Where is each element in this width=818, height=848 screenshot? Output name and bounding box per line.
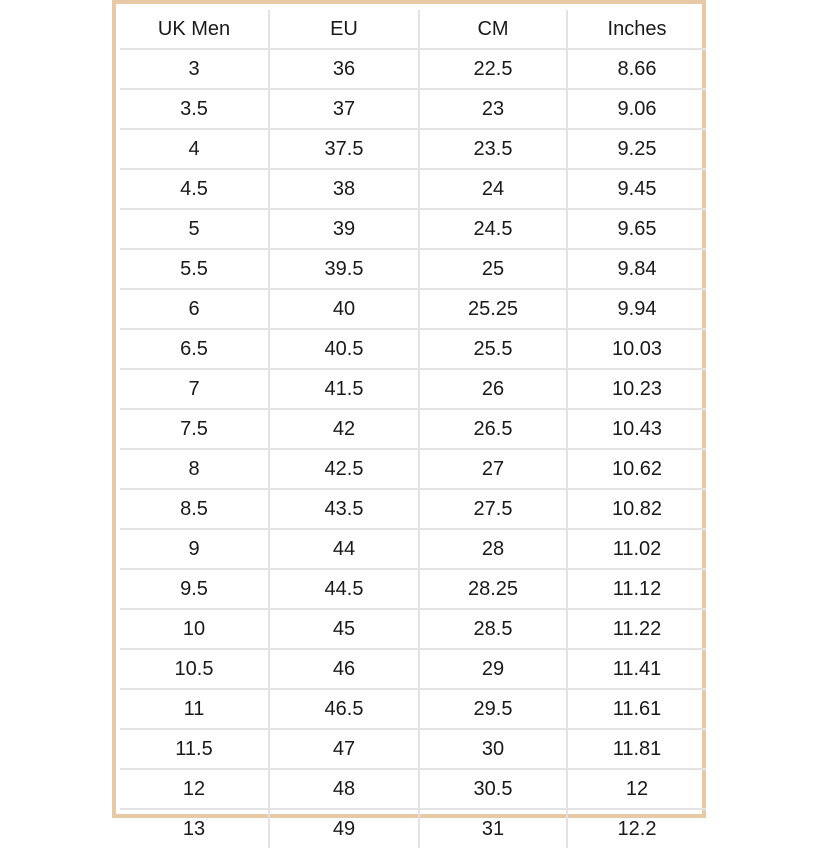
table-cell-cm: 22.5: [419, 49, 567, 89]
table-cell-cm: 23.5: [419, 129, 567, 169]
table-cell-inches: 11.22: [567, 609, 706, 649]
table-row: [120, 289, 706, 329]
size-chart-frame: [112, 0, 706, 840]
table-row: [120, 809, 706, 848]
table-cell-cm: 23: [419, 89, 567, 129]
table-cell-uk-men: 7.5: [120, 409, 269, 449]
table-cell-eu: 38: [269, 169, 419, 209]
table-cell-eu: 46.5: [269, 689, 419, 729]
table-cell-uk-men: 10.5: [120, 649, 269, 689]
table-cell-inches: 9.25: [567, 129, 706, 169]
table-cell-inches: 11.81: [567, 729, 706, 769]
table-cell-eu: 45: [269, 609, 419, 649]
table-cell-eu: 36: [269, 49, 419, 89]
table-cell-inches: 10.43: [567, 409, 706, 449]
table-cell-uk-men: 6: [120, 289, 269, 329]
table-cell-inches: 9.94: [567, 289, 706, 329]
table-cell-inches: 8.66: [567, 49, 706, 89]
table-cell-cm: 27: [419, 449, 567, 489]
table-header-row: [120, 10, 706, 49]
table-cell-uk-men: 8.5: [120, 489, 269, 529]
table-cell-eu: 39: [269, 209, 419, 249]
table-cell-inches: 10.82: [567, 489, 706, 529]
table-cell-inches: 9.84: [567, 249, 706, 289]
table-row: [120, 49, 706, 89]
table-cell-uk-men: 6.5: [120, 329, 269, 369]
table-cell-inches: 9.45: [567, 169, 706, 209]
table-cell-cm: 30.5: [419, 769, 567, 809]
table-cell-uk-men: 8: [120, 449, 269, 489]
table-row: [120, 409, 706, 449]
table-row: [120, 769, 706, 809]
table-row: [120, 689, 706, 729]
table-cell-inches: 11.12: [567, 569, 706, 609]
table-row: [120, 249, 706, 289]
table-cell-eu: 48: [269, 769, 419, 809]
table-cell-eu: 37: [269, 89, 419, 129]
column-header-eu: EU: [269, 10, 419, 49]
column-header-inches: Inches: [567, 10, 706, 49]
table-cell-cm: 31: [419, 809, 567, 848]
table-cell-eu: 47: [269, 729, 419, 769]
table-cell-eu: 37.5: [269, 129, 419, 169]
table-cell-cm: 29.5: [419, 689, 567, 729]
table-cell-uk-men: 11.5: [120, 729, 269, 769]
table-cell-uk-men: 9.5: [120, 569, 269, 609]
column-header-cm: CM: [419, 10, 567, 49]
table-cell-eu: 40.5: [269, 329, 419, 369]
table-cell-eu: 40: [269, 289, 419, 329]
table-row: [120, 169, 706, 209]
table-cell-cm: 28: [419, 529, 567, 569]
table-row: [120, 369, 706, 409]
table-cell-eu: 44: [269, 529, 419, 569]
table-cell-eu: 39.5: [269, 249, 419, 289]
table-cell-inches: 12: [567, 769, 706, 809]
table-cell-uk-men: 4.5: [120, 169, 269, 209]
column-header-uk-men: UK Men: [120, 10, 269, 49]
table-cell-cm: 28.25: [419, 569, 567, 609]
table-cell-inches: 10.62: [567, 449, 706, 489]
table-cell-uk-men: 3: [120, 49, 269, 89]
table-cell-cm: 25.5: [419, 329, 567, 369]
table-row: [120, 329, 706, 369]
table-row: [120, 489, 706, 529]
table-cell-inches: 9.65: [567, 209, 706, 249]
table-cell-inches: 10.23: [567, 369, 706, 409]
table-cell-eu: 49: [269, 809, 419, 848]
table-cell-inches: 10.03: [567, 329, 706, 369]
table-cell-cm: 24: [419, 169, 567, 209]
table-row: [120, 449, 706, 489]
table-cell-cm: 24.5: [419, 209, 567, 249]
size-conversion-table: [120, 10, 706, 848]
table-row: [120, 129, 706, 169]
table-cell-eu: 46: [269, 649, 419, 689]
table-cell-eu: 43.5: [269, 489, 419, 529]
table-cell-cm: 26: [419, 369, 567, 409]
table-cell-cm: 30: [419, 729, 567, 769]
table-cell-uk-men: 9: [120, 529, 269, 569]
table-cell-inches: 11.02: [567, 529, 706, 569]
table-cell-cm: 29: [419, 649, 567, 689]
table-cell-inches: 12.2: [567, 809, 706, 848]
table-cell-uk-men: 12: [120, 769, 269, 809]
table-cell-uk-men: 13: [120, 809, 269, 848]
table-cell-cm: 25.25: [419, 289, 567, 329]
table-cell-cm: 28.5: [419, 609, 567, 649]
table-cell-inches: 11.61: [567, 689, 706, 729]
table-cell-uk-men: 7: [120, 369, 269, 409]
table-cell-uk-men: 11: [120, 689, 269, 729]
table-cell-eu: 42: [269, 409, 419, 449]
table-row: [120, 649, 706, 689]
table-cell-uk-men: 10: [120, 609, 269, 649]
table-cell-inches: 9.06: [567, 89, 706, 129]
table-row: [120, 89, 706, 129]
table-cell-cm: 25: [419, 249, 567, 289]
table-row: [120, 729, 706, 769]
table-body: [120, 49, 706, 848]
table-row: [120, 529, 706, 569]
table-cell-uk-men: 3.5: [120, 89, 269, 129]
table-cell-uk-men: 4: [120, 129, 269, 169]
table-row: [120, 209, 706, 249]
table-row: [120, 569, 706, 609]
table-cell-cm: 26.5: [419, 409, 567, 449]
table-cell-eu: 42.5: [269, 449, 419, 489]
table-cell-eu: 41.5: [269, 369, 419, 409]
table-row: [120, 609, 706, 649]
table-cell-inches: 11.41: [567, 649, 706, 689]
table-cell-uk-men: 5: [120, 209, 269, 249]
table-cell-eu: 44.5: [269, 569, 419, 609]
table-cell-uk-men: 5.5: [120, 249, 269, 289]
table-cell-cm: 27.5: [419, 489, 567, 529]
